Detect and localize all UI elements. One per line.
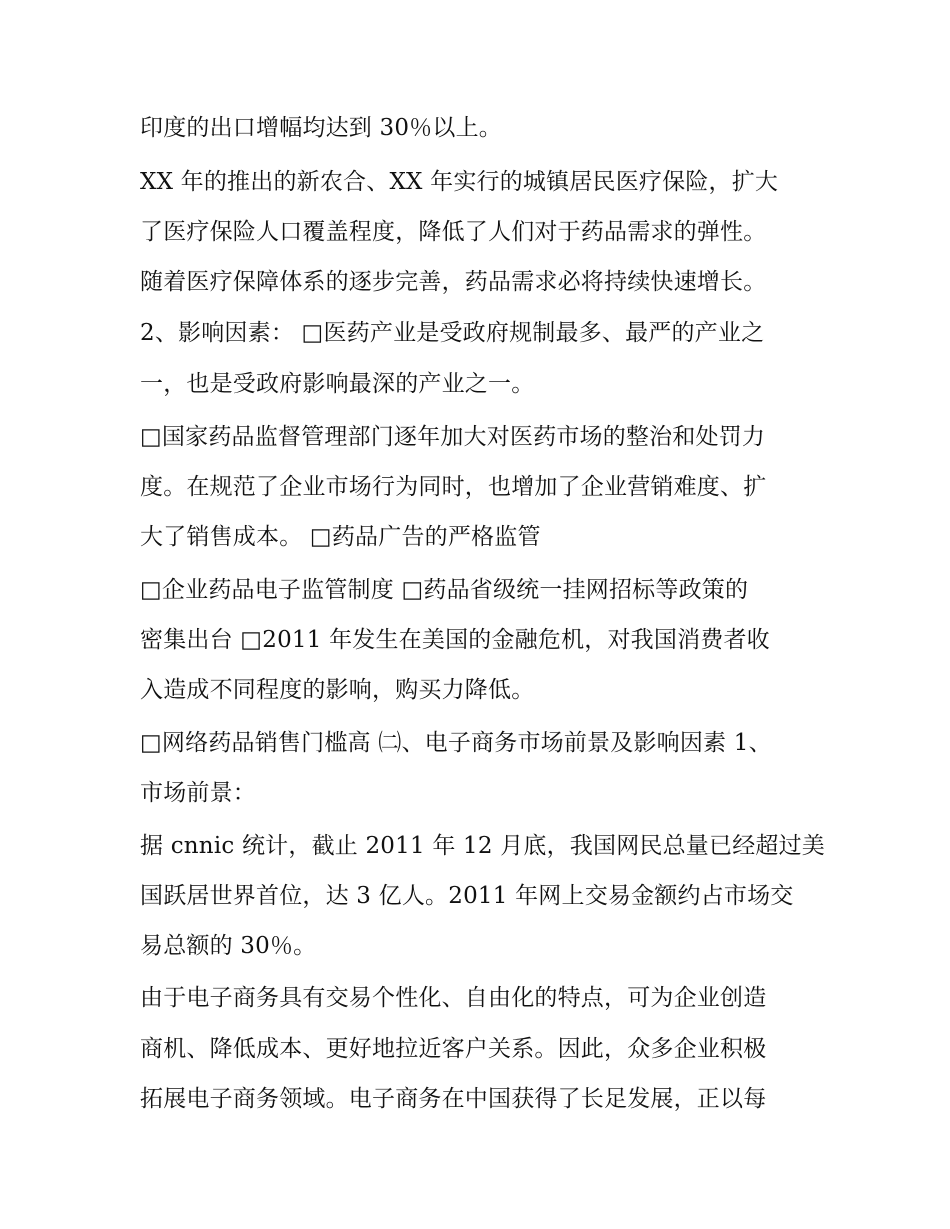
text-line: 国跃居世界首位，达 3 亿人。2011 年网上交易金额约占市场交 [140, 883, 794, 909]
text-line: 据 cnnic 统计，截止 2011 年 12 月底，我国网民总量已经超过美 [140, 833, 826, 859]
text-line: 2、影响因素： □医药产业是受政府规制最多、最严的产业之 [140, 320, 765, 346]
text-line: 一，也是受政府影响最深的产业之一。 [140, 371, 535, 397]
text-line: 度。在规范了企业市场行为同时，也增加了企业营销难度、扩 [140, 474, 767, 500]
text-line: □国家药品监督管理部门逐年加大对医药市场的整治和处罚力 [140, 424, 766, 450]
text-line: 商机、降低成本、更好地拉近客户关系。因此，众多企业积极 [140, 1036, 767, 1062]
text-line: 入造成不同程度的影响，购买力降低。 [140, 677, 535, 703]
text-line: 了医疗保险人口覆盖程度，降低了人们对于药品需求的弹性。 [140, 219, 767, 245]
text-line: 密集出台 □2011 年发生在美国的金融危机，对我国消费者收 [140, 627, 770, 653]
text-line: 市场前景： [140, 780, 256, 806]
text-line: 印度的出口增幅均达到 30％以上。 [140, 115, 502, 141]
text-line: 拓展电子商务领域。电子商务在中国获得了长足发展，正以每 [140, 1086, 767, 1112]
text-line: 由于电子商务具有交易个性化、自由化的特点，可为企业创造 [140, 985, 767, 1011]
text-line: □企业药品电子监管制度 □药品省级统一挂网招标等政策的 [140, 577, 749, 603]
text-line: 易总额的 30％。 [140, 933, 317, 959]
text-line: □网络药品销售门槛高 ㈡、电子商务市场前景及影响因素 1、 [140, 730, 772, 756]
text-line: 大了销售成本。 □药品广告的严格监管 [140, 524, 541, 550]
text-line: 随着医疗保障体系的逐步完善，药品需求必将持续快速增长。 [140, 269, 767, 295]
text-line: XX 年的推出的新农合、XX 年实行的城镇居民医疗保险，扩大 [140, 169, 779, 195]
